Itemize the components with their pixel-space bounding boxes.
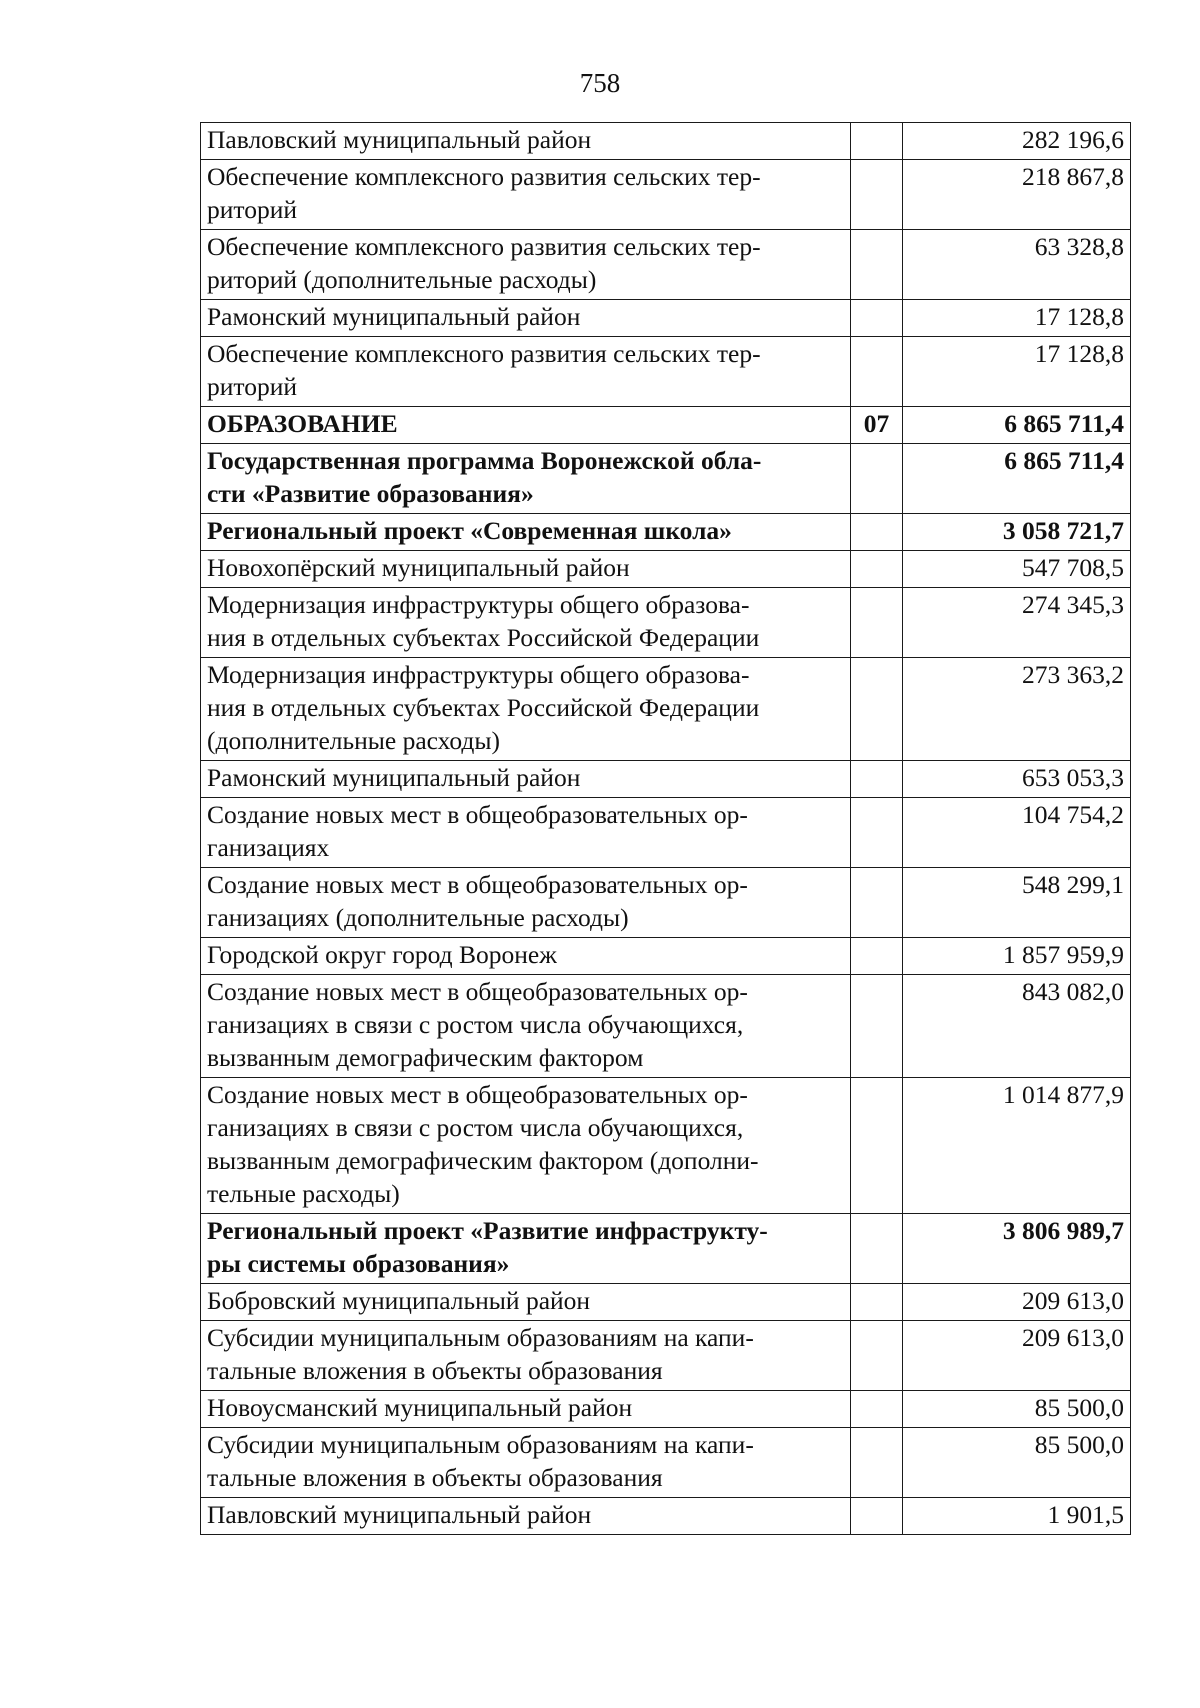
- table-row: [201, 938, 1131, 975]
- table-row: [201, 160, 1131, 230]
- table-row: [201, 337, 1131, 407]
- row-code-cell: [851, 1078, 903, 1214]
- row-amount-cell: 274 345,3: [903, 588, 1131, 658]
- table-row: [201, 1284, 1131, 1321]
- row-amount-cell: 6 865 711,4: [903, 407, 1131, 444]
- table-row: [201, 1321, 1131, 1391]
- row-amount-cell: 547 708,5: [903, 551, 1131, 588]
- row-name-cell: Субсидии муниципальным образованиям на капи- тальные вложения в объекты образования: [201, 1428, 851, 1498]
- table-row: [201, 658, 1131, 761]
- table-row: [201, 230, 1131, 300]
- row-code-cell: [851, 1284, 903, 1321]
- row-name-cell: Городской округ город Воронеж: [201, 938, 851, 975]
- row-name-cell: Создание новых мест в общеобразовательных ор- ганизациях в связи с ростом числа обучающихся, вызванным демографическим фактором: [201, 975, 851, 1078]
- row-amount-cell: 3 806 989,7: [903, 1214, 1131, 1284]
- row-amount-cell: 843 082,0: [903, 975, 1131, 1078]
- row-amount-cell: 17 128,8: [903, 337, 1131, 407]
- row-code-cell: [851, 300, 903, 337]
- table-row: [201, 300, 1131, 337]
- row-code-cell: [851, 444, 903, 514]
- row-name-cell: Павловский муниципальный район: [201, 123, 851, 160]
- row-code-cell: [851, 1321, 903, 1391]
- row-amount-cell: 282 196,6: [903, 123, 1131, 160]
- row-code-cell: [851, 868, 903, 938]
- row-name-cell: Рамонский муниципальный район: [201, 300, 851, 337]
- row-code-cell: [851, 514, 903, 551]
- row-code-cell: [851, 123, 903, 160]
- row-code-cell: [851, 761, 903, 798]
- row-code-cell: [851, 658, 903, 761]
- row-name-cell: Бобровский муниципальный район: [201, 1284, 851, 1321]
- row-code-cell: [851, 1498, 903, 1535]
- row-name-cell: Модернизация инфраструктуры общего образова- ния в отдельных субъектах Российской Федерации (дополнительные расходы): [201, 658, 851, 761]
- budget-table: [200, 122, 1131, 1535]
- table-row: [201, 1498, 1131, 1535]
- table-row: [201, 1214, 1131, 1284]
- row-code-cell: [851, 230, 903, 300]
- row-name-cell: Государственная программа Воронежской обла- сти «Развитие образования»: [201, 444, 851, 514]
- row-name-cell: ОБРАЗОВАНИЕ: [201, 407, 851, 444]
- row-code-cell: [851, 588, 903, 658]
- row-name-cell: Новохопёрский муниципальный район: [201, 551, 851, 588]
- row-code-cell: [851, 551, 903, 588]
- row-name-cell: Создание новых мест в общеобразовательных ор- ганизациях (дополнительные расходы): [201, 868, 851, 938]
- row-code-cell: [851, 938, 903, 975]
- row-name-cell: Модернизация инфраструктуры общего образова- ния в отдельных субъектах Российской Федерации: [201, 588, 851, 658]
- row-name-cell: Создание новых мест в общеобразовательных ор- ганизациях в связи с ростом числа обучающихся, вызванным демографическим фактором (дополни- тельные расходы): [201, 1078, 851, 1214]
- table-row: [201, 868, 1131, 938]
- row-name-cell: Обеспечение комплексного развития сельских тер- риторий: [201, 160, 851, 230]
- table-row: [201, 1428, 1131, 1498]
- table-row: [201, 798, 1131, 868]
- row-name-cell: Создание новых мест в общеобразовательных ор- ганизациях: [201, 798, 851, 868]
- row-name-cell: Региональный проект «Современная школа»: [201, 514, 851, 551]
- row-code-cell: [851, 1214, 903, 1284]
- row-amount-cell: 1 014 877,9: [903, 1078, 1131, 1214]
- row-code-cell: [851, 975, 903, 1078]
- row-name-cell: Рамонский муниципальный район: [201, 761, 851, 798]
- row-amount-cell: 3 058 721,7: [903, 514, 1131, 551]
- row-code-cell: 07: [851, 407, 903, 444]
- row-amount-cell: 209 613,0: [903, 1321, 1131, 1391]
- row-amount-cell: 104 754,2: [903, 798, 1131, 868]
- row-amount-cell: 6 865 711,4: [903, 444, 1131, 514]
- table-row: [201, 123, 1131, 160]
- row-name-cell: Субсидии муниципальным образованиям на капи- тальные вложения в объекты образования: [201, 1321, 851, 1391]
- row-name-cell: Региональный проект «Развитие инфраструкту- ры системы образования»: [201, 1214, 851, 1284]
- row-code-cell: [851, 160, 903, 230]
- row-amount-cell: 63 328,8: [903, 230, 1131, 300]
- row-code-cell: [851, 1391, 903, 1428]
- table-row: [201, 588, 1131, 658]
- row-amount-cell: 653 053,3: [903, 761, 1131, 798]
- table-row: [201, 444, 1131, 514]
- table-row: [201, 1078, 1131, 1214]
- budget-table-body: [201, 123, 1131, 1535]
- table-row: [201, 761, 1131, 798]
- row-name-cell: Обеспечение комплексного развития сельских тер- риторий (дополнительные расходы): [201, 230, 851, 300]
- row-name-cell: Павловский муниципальный район: [201, 1498, 851, 1535]
- row-amount-cell: 209 613,0: [903, 1284, 1131, 1321]
- row-code-cell: [851, 1428, 903, 1498]
- table-row: [201, 514, 1131, 551]
- row-amount-cell: 1 857 959,9: [903, 938, 1131, 975]
- row-amount-cell: 273 363,2: [903, 658, 1131, 761]
- row-code-cell: [851, 798, 903, 868]
- row-amount-cell: 85 500,0: [903, 1391, 1131, 1428]
- row-name-cell: Новоусманский муниципальный район: [201, 1391, 851, 1428]
- page-number: 758: [579, 68, 621, 98]
- row-code-cell: [851, 337, 903, 407]
- row-amount-cell: 218 867,8: [903, 160, 1131, 230]
- table-row: [201, 407, 1131, 444]
- table-row: [201, 551, 1131, 588]
- row-amount-cell: 85 500,0: [903, 1428, 1131, 1498]
- row-amount-cell: 17 128,8: [903, 300, 1131, 337]
- table-row: [201, 975, 1131, 1078]
- table-row: [201, 1391, 1131, 1428]
- row-name-cell: Обеспечение комплексного развития сельских тер- риторий: [201, 337, 851, 407]
- row-amount-cell: 548 299,1: [903, 868, 1131, 938]
- row-amount-cell: 1 901,5: [903, 1498, 1131, 1535]
